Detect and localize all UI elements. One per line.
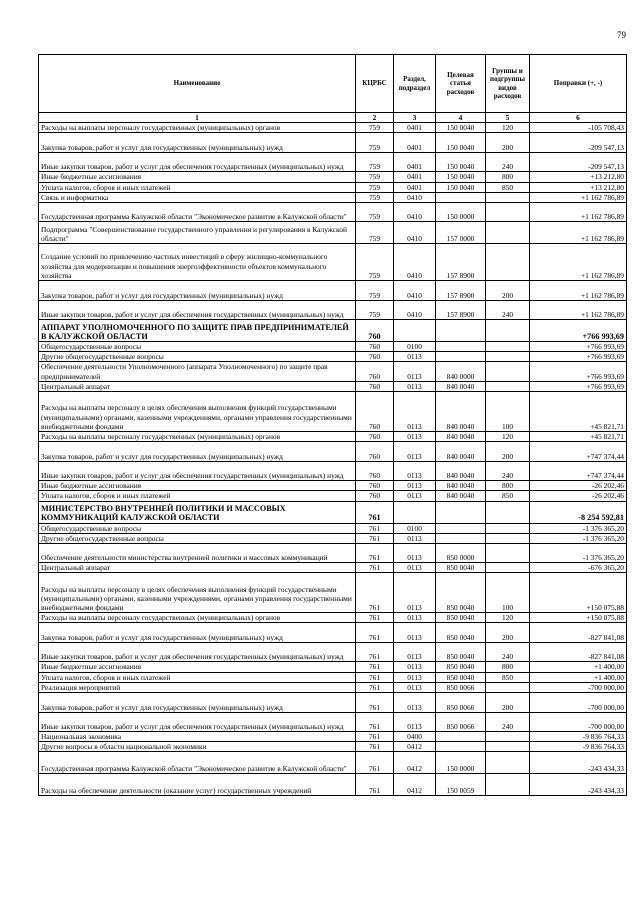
table-header-row	[39, 55, 627, 113]
row-krbs: 761	[356, 713, 394, 732]
table-row	[39, 752, 627, 774]
table-row	[39, 362, 627, 381]
row-krbs: 760	[356, 442, 394, 462]
row-razdel: 0113	[394, 672, 436, 682]
table-body	[39, 123, 627, 796]
row-amendment: +45 821,71	[530, 392, 627, 432]
row-target: 850 0066	[436, 682, 486, 692]
row-target: 850 0000	[436, 544, 486, 563]
row-name: МИНИСТЕРСТВО ВНУТРЕННЕЙ ПОЛИТИКИ И МАССОВЫХ КОММУНИКАЦИЙ КАЛУЖСКОЙ ОБЛАСТИ	[39, 501, 356, 523]
row-razdel: 0100	[394, 342, 436, 352]
row-group	[486, 563, 530, 573]
row-target: 850 0040	[436, 563, 486, 573]
table-row	[39, 222, 627, 244]
row-target	[436, 501, 486, 523]
row-target	[436, 342, 486, 352]
row-target: 840 0040	[436, 491, 486, 501]
row-amendment: -1 376 365,20	[530, 533, 627, 543]
row-group: 800	[486, 481, 530, 491]
row-razdel	[394, 501, 436, 523]
row-group: 200	[486, 133, 530, 153]
row-krbs: 759	[356, 182, 394, 192]
row-group	[486, 244, 530, 281]
row-name: Расходы на выплаты персоналу государственных (муниципальных) органов	[39, 613, 356, 623]
row-group	[486, 362, 530, 381]
row-group: 200	[486, 442, 530, 462]
row-name: Закупка товаров, работ и услуг для государственных (муниципальных) нужд	[39, 133, 356, 153]
row-name: Расходы на обеспечение деятельности (оказание услуг) государственных учреждений	[39, 774, 356, 796]
table-row	[39, 153, 627, 172]
row-group: 200	[486, 281, 530, 301]
row-name: Иные закупки товаров, работ и услуг для обеспечения государственных (муниципальных) нужд	[39, 301, 356, 320]
row-krbs: 760	[356, 320, 394, 342]
row-razdel: 0401	[394, 182, 436, 192]
row-group: 100	[486, 392, 530, 432]
table-row	[39, 442, 627, 462]
page-number: 79	[617, 30, 626, 40]
row-krbs: 761	[356, 732, 394, 742]
row-group	[486, 682, 530, 692]
row-amendment: -9 836 764,33	[530, 742, 627, 752]
row-razdel: 0100	[394, 523, 436, 533]
row-amendment: -209 547,13	[530, 133, 627, 153]
row-amendment: +747 374,44	[530, 442, 627, 462]
row-group	[486, 523, 530, 533]
row-razdel: 0410	[394, 301, 436, 320]
row-target: 840 0040	[436, 432, 486, 442]
row-group	[486, 342, 530, 352]
row-group	[486, 774, 530, 796]
table-row	[39, 281, 627, 301]
row-krbs: 760	[356, 342, 394, 352]
row-target: 840 0040	[436, 392, 486, 432]
table-row	[39, 573, 627, 613]
row-target: 850 0040	[436, 672, 486, 682]
row-amendment: +766 993,69	[530, 320, 627, 342]
row-target: 840 0040	[436, 442, 486, 462]
row-razdel: 0113	[394, 613, 436, 623]
row-krbs: 761	[356, 693, 394, 713]
column-number: 5	[486, 113, 530, 123]
header-groups: Группы и подгруппы видов расходов	[486, 55, 530, 113]
row-krbs: 760	[356, 462, 394, 481]
row-name: Реализация мероприятий	[39, 682, 356, 692]
row-name: Связь и информатика	[39, 192, 356, 202]
row-group: 850	[486, 182, 530, 192]
row-razdel: 0113	[394, 563, 436, 573]
row-target: 850 0066	[436, 713, 486, 732]
table-row	[39, 623, 627, 643]
row-razdel: 0410	[394, 192, 436, 202]
row-group: 100	[486, 573, 530, 613]
row-name: Центральный аппарат	[39, 563, 356, 573]
header-amendments: Поправки (+, -)	[530, 55, 627, 113]
row-group	[486, 320, 530, 342]
row-amendment: -700 000,00	[530, 713, 627, 732]
row-target: 157 8900	[436, 281, 486, 301]
header-razdel: Раздел, подраздел	[394, 55, 436, 113]
row-krbs: 759	[356, 153, 394, 172]
row-amendment: +45 821,71	[530, 432, 627, 442]
row-amendment: +766 993,69	[530, 342, 627, 352]
row-krbs: 759	[356, 244, 394, 281]
table-row	[39, 643, 627, 662]
row-razdel: 0113	[394, 573, 436, 613]
row-target: 850 0066	[436, 693, 486, 713]
row-razdel: 0412	[394, 774, 436, 796]
row-name: Другие общегосударственные вопросы	[39, 352, 356, 362]
row-krbs: 759	[356, 123, 394, 133]
row-group	[486, 381, 530, 391]
row-name: Расходы на выплаты персоналу государственных (муниципальных) органов	[39, 432, 356, 442]
row-krbs: 761	[356, 643, 394, 662]
row-amendment: +1 400,00	[530, 662, 627, 672]
row-amendment: +1 162 786,89	[530, 244, 627, 281]
row-group	[486, 544, 530, 563]
row-razdel: 0113	[394, 381, 436, 391]
column-number-row	[39, 113, 627, 123]
row-target	[436, 732, 486, 742]
row-razdel: 0410	[394, 244, 436, 281]
row-razdel: 0401	[394, 172, 436, 182]
row-krbs: 761	[356, 533, 394, 543]
row-target	[436, 523, 486, 533]
row-krbs: 761	[356, 563, 394, 573]
row-name: Общегосударственные вопросы	[39, 523, 356, 533]
row-krbs: 761	[356, 501, 394, 523]
row-amendment: -243 434,33	[530, 752, 627, 774]
table-row	[39, 501, 627, 523]
table-row	[39, 352, 627, 362]
table-row	[39, 672, 627, 682]
row-krbs: 760	[356, 481, 394, 491]
row-target: 150 0059	[436, 774, 486, 796]
row-amendment: +766 993,69	[530, 381, 627, 391]
row-target: 850 0040	[436, 662, 486, 672]
column-number: 1	[39, 113, 356, 123]
table-row	[39, 182, 627, 192]
row-razdel: 0113	[394, 442, 436, 462]
row-name: Другие общегосударственные вопросы	[39, 533, 356, 543]
row-target: 850 0040	[436, 573, 486, 613]
table-row	[39, 123, 627, 133]
row-group: 200	[486, 693, 530, 713]
row-amendment: -9 836 764,33	[530, 732, 627, 742]
table-row	[39, 713, 627, 732]
row-razdel: 0113	[394, 462, 436, 481]
row-target: 150 0000	[436, 752, 486, 774]
row-target: 150 0040	[436, 182, 486, 192]
table-row	[39, 172, 627, 182]
row-group	[486, 501, 530, 523]
row-group: 120	[486, 432, 530, 442]
row-krbs: 761	[356, 774, 394, 796]
row-razdel: 0401	[394, 133, 436, 153]
row-amendment: -243 434,33	[530, 774, 627, 796]
row-razdel: 0113	[394, 533, 436, 543]
row-amendment: +150 075,88	[530, 613, 627, 623]
row-krbs: 759	[356, 133, 394, 153]
row-razdel: 0401	[394, 153, 436, 172]
row-name: Национальная экономика	[39, 732, 356, 742]
row-razdel: 0113	[394, 491, 436, 501]
table-row	[39, 432, 627, 442]
row-krbs: 760	[356, 362, 394, 381]
row-group: 120	[486, 613, 530, 623]
row-group	[486, 222, 530, 244]
row-group	[486, 533, 530, 543]
row-amendment: -1 376 365,20	[530, 544, 627, 563]
row-razdel: 0113	[394, 481, 436, 491]
table-row	[39, 662, 627, 672]
row-target	[436, 320, 486, 342]
table-row	[39, 301, 627, 320]
row-name: Иные закупки товаров, работ и услуг для обеспечения государственных (муниципальных) нужд	[39, 462, 356, 481]
table-row	[39, 481, 627, 491]
row-amendment: +1 162 786,89	[530, 203, 627, 222]
column-number: 4	[436, 113, 486, 123]
row-target	[436, 352, 486, 362]
table-row	[39, 342, 627, 352]
row-target: 840 0000	[436, 362, 486, 381]
row-target: 150 0040	[436, 123, 486, 133]
row-name: Государственная программа Калужской области "Экономическое развитие в Калужской области"	[39, 752, 356, 774]
row-name: Расходы на выплаты персоналу в целях обеспечения выполнения функций государственными (муниципальными) органами, казенными учреждениями, органами управления государственными внебюджетными фондами	[39, 392, 356, 432]
row-amendment: -26 202,46	[530, 491, 627, 501]
row-amendment: -827 841,08	[530, 623, 627, 643]
row-razdel: 0410	[394, 281, 436, 301]
row-name: Иные закупки товаров, работ и услуг для обеспечения государственных (муниципальных) нужд	[39, 153, 356, 172]
row-name: Обеспечение деятельности министерства внутренней политики и массовых коммуникаций	[39, 544, 356, 563]
row-name: Иные бюджетные ассигнования	[39, 662, 356, 672]
row-group	[486, 192, 530, 202]
row-krbs: 761	[356, 682, 394, 692]
column-number: 3	[394, 113, 436, 123]
table-row	[39, 693, 627, 713]
row-krbs: 761	[356, 573, 394, 613]
row-name: Общегосударственные вопросы	[39, 342, 356, 352]
table-row	[39, 613, 627, 623]
row-group	[486, 752, 530, 774]
row-krbs: 760	[356, 381, 394, 391]
row-group: 120	[486, 123, 530, 133]
row-krbs: 761	[356, 752, 394, 774]
row-name: Создание условий по привлечению частных инвестиций в сферу жилищно-коммунального хозяйства для модернизации и повышения энергоэффективности объектов коммунального хозяйства	[39, 244, 356, 281]
row-razdel: 0113	[394, 392, 436, 432]
row-krbs: 761	[356, 523, 394, 533]
row-target: 150 0040	[436, 172, 486, 182]
row-amendment: +747 374,44	[530, 462, 627, 481]
row-group: 240	[486, 713, 530, 732]
row-name: Закупка товаров, работ и услуг для государственных (муниципальных) нужд	[39, 623, 356, 643]
row-target: 850 0040	[436, 643, 486, 662]
row-target	[436, 742, 486, 752]
table-row	[39, 774, 627, 796]
table-row	[39, 533, 627, 543]
row-amendment: +1 162 786,89	[530, 222, 627, 244]
row-group	[486, 742, 530, 752]
row-razdel: 0410	[394, 222, 436, 244]
row-name: Подпрограмма "Совершенствование государственного управления и регулирования в Калужской области"	[39, 222, 356, 244]
row-group: 800	[486, 172, 530, 182]
row-name: Уплата налогов, сборов и иных платежей	[39, 491, 356, 501]
row-name: Обеспечение деятельности Уполномоченного (аппарата Уполномоченного) по защите прав предпринимателей	[39, 362, 356, 381]
row-target	[436, 533, 486, 543]
row-amendment: +150 075,88	[530, 573, 627, 613]
row-group: 850	[486, 672, 530, 682]
row-group: 240	[486, 153, 530, 172]
header-krbs: КЦРБС	[356, 55, 394, 113]
row-target: 157 0000	[436, 222, 486, 244]
row-target: 157 8900	[436, 301, 486, 320]
row-group: 240	[486, 643, 530, 662]
row-name: Расходы на выплаты персоналу государственных (муниципальных) органов	[39, 123, 356, 133]
row-krbs: 760	[356, 352, 394, 362]
row-amendment: -827 841,08	[530, 643, 627, 662]
row-razdel: 0113	[394, 693, 436, 713]
row-amendment: -26 202,46	[530, 481, 627, 491]
row-name: Уплата налогов, сборов и иных платежей	[39, 672, 356, 682]
row-amendment: +1 162 786,89	[530, 192, 627, 202]
row-krbs: 761	[356, 662, 394, 672]
row-group: 240	[486, 462, 530, 481]
row-amendment: +1 400,00	[530, 672, 627, 682]
table-row	[39, 523, 627, 533]
row-group	[486, 203, 530, 222]
row-krbs: 759	[356, 222, 394, 244]
table-row	[39, 742, 627, 752]
row-krbs: 761	[356, 544, 394, 563]
row-razdel: 0400	[394, 732, 436, 742]
row-target: 150 0000	[436, 203, 486, 222]
table-row	[39, 320, 627, 342]
table-row	[39, 244, 627, 281]
row-name: Центральный аппарат	[39, 381, 356, 391]
row-razdel	[394, 320, 436, 342]
table-row	[39, 732, 627, 742]
row-amendment: +13 212,80	[530, 182, 627, 192]
row-target: 850 0040	[436, 613, 486, 623]
row-name: Государственная программа Калужской области "Экономическое развитие в Калужской области"	[39, 203, 356, 222]
row-name: Иные закупки товаров, работ и услуг для обеспечения государственных (муниципальных) нужд	[39, 643, 356, 662]
row-group	[486, 352, 530, 362]
table-row	[39, 563, 627, 573]
table-row	[39, 192, 627, 202]
row-razdel: 0410	[394, 203, 436, 222]
row-name: Иные закупки товаров, работ и услуг для обеспечения государственных (муниципальных) нужд	[39, 713, 356, 732]
row-group	[486, 732, 530, 742]
row-krbs: 761	[356, 623, 394, 643]
row-razdel: 0113	[394, 352, 436, 362]
row-amendment: -676 365,20	[530, 563, 627, 573]
row-amendment: -8 254 592,81	[530, 501, 627, 523]
table-row	[39, 462, 627, 481]
table-row	[39, 491, 627, 501]
row-name: Другие вопросы в области национальной экономики	[39, 742, 356, 752]
table-row	[39, 392, 627, 432]
header-target: Целевая статья расходов	[436, 55, 486, 113]
row-amendment: +766 993,69	[530, 352, 627, 362]
row-razdel: 0412	[394, 752, 436, 774]
row-target: 150 0040	[436, 153, 486, 172]
row-group: 240	[486, 301, 530, 320]
row-amendment: -105 708,43	[530, 123, 627, 133]
row-name: Иные бюджетные ассигнования	[39, 481, 356, 491]
row-target: 157 8900	[436, 244, 486, 281]
row-amendment: -700 000,00	[530, 693, 627, 713]
row-razdel: 0113	[394, 643, 436, 662]
row-krbs: 761	[356, 742, 394, 752]
row-group: 800	[486, 662, 530, 672]
row-name: АППАРАТ УПОЛНОМОЧЕННОГО ПО ЗАЩИТЕ ПРАВ ПРЕДПРИНИМАТЕЛЕЙ В КАЛУЖСКОЙ ОБЛАСТИ	[39, 320, 356, 342]
row-razdel: 0113	[394, 544, 436, 563]
row-krbs: 760	[356, 392, 394, 432]
row-amendment: -700 000,00	[530, 682, 627, 692]
row-krbs: 761	[356, 672, 394, 682]
row-razdel: 0113	[394, 682, 436, 692]
row-target: 850 0040	[436, 623, 486, 643]
row-razdel: 0401	[394, 123, 436, 133]
row-target: 150 0040	[436, 133, 486, 153]
table-row	[39, 203, 627, 222]
budget-table	[38, 54, 627, 796]
row-amendment: +766 993,69	[530, 362, 627, 381]
row-name: Закупка товаров, работ и услуг для государственных (муниципальных) нужд	[39, 693, 356, 713]
header-name: Наименование	[39, 55, 356, 113]
table-row	[39, 381, 627, 391]
row-razdel: 0113	[394, 362, 436, 381]
row-krbs: 760	[356, 432, 394, 442]
row-target	[436, 192, 486, 202]
row-razdel: 0113	[394, 623, 436, 643]
row-razdel: 0113	[394, 713, 436, 732]
row-razdel: 0412	[394, 742, 436, 752]
row-name: Уплата налогов, сборов и иных платежей	[39, 182, 356, 192]
row-krbs: 759	[356, 172, 394, 182]
row-amendment: +1 162 786,89	[530, 281, 627, 301]
row-name: Расходы на выплаты персоналу в целях обеспечения выполнения функций государственными (муниципальными) органами, казенными учреждениями, органами управления государственными внебюджетными фондами	[39, 573, 356, 613]
row-razdel: 0113	[394, 432, 436, 442]
row-krbs: 759	[356, 192, 394, 202]
table-row	[39, 133, 627, 153]
row-krbs: 760	[356, 491, 394, 501]
row-name: Закупка товаров, работ и услуг для государственных (муниципальных) нужд	[39, 281, 356, 301]
row-razdel: 0113	[394, 662, 436, 672]
row-name: Закупка товаров, работ и услуг для государственных (муниципальных) нужд	[39, 442, 356, 462]
row-amendment: +13 212,80	[530, 172, 627, 182]
row-target: 840 0040	[436, 462, 486, 481]
row-group: 200	[486, 623, 530, 643]
row-amendment: -1 376 365,20	[530, 523, 627, 533]
row-krbs: 759	[356, 203, 394, 222]
row-amendment: -209 547,13	[530, 153, 627, 172]
table-row	[39, 544, 627, 563]
column-number: 6	[530, 113, 627, 123]
row-krbs: 759	[356, 281, 394, 301]
row-amendment: +1 162 786,89	[530, 301, 627, 320]
row-target: 840 0040	[436, 381, 486, 391]
row-group: 850	[486, 491, 530, 501]
table-row	[39, 682, 627, 692]
row-name: Иные бюджетные ассигнования	[39, 172, 356, 182]
column-number: 2	[356, 113, 394, 123]
row-krbs: 759	[356, 301, 394, 320]
row-target: 840 0040	[436, 481, 486, 491]
row-krbs: 761	[356, 613, 394, 623]
